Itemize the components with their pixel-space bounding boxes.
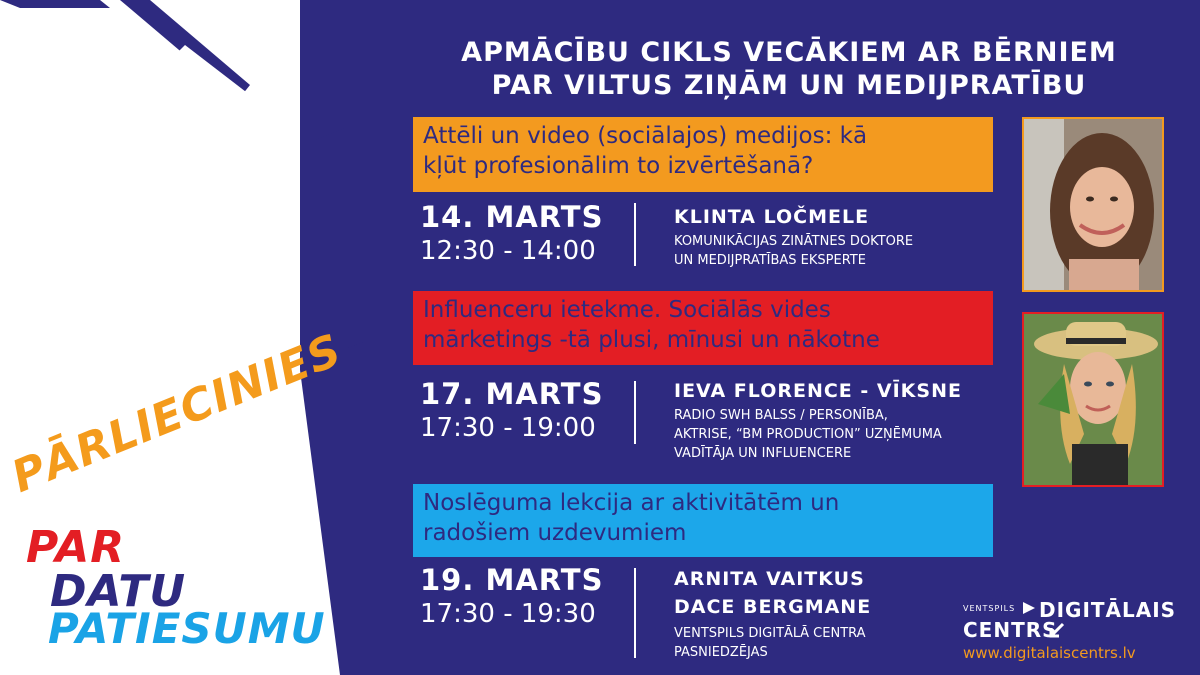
session-1-time: 12:30 - 14:00	[420, 236, 596, 266]
logo-digital-text: DIGITĀLAIS	[1039, 598, 1177, 622]
session-2-desc-line-1: RADIO SWH BALSS / PERSONĪBA,	[674, 408, 888, 423]
portrait-2-illustration	[1024, 314, 1162, 485]
slogan-line-3: DATU	[50, 566, 187, 617]
slogan-line-1: PĀRLIECINIES	[4, 324, 349, 503]
logo-small-text: VENTSPILS	[963, 604, 1016, 613]
digitalais-centrs-logo	[963, 600, 1183, 670]
session-1-speaker-desc	[674, 232, 913, 270]
session-3-topic-line-1: Noslēguma lekcija ar aktivitātēm un	[423, 490, 840, 516]
session-1-desc-line-1: KOMUNIKĀCIJAS ZINĀTNES DOKTORE	[674, 234, 914, 249]
session-3-speaker-2: DACE BERGMANE	[674, 596, 872, 618]
logo-arrow-icon	[1021, 600, 1037, 616]
session-1-speaker: KLINTA LOČMELE	[674, 206, 870, 228]
logo-centrs-text: CENTRS	[963, 618, 1058, 642]
session-3-divider	[634, 568, 636, 658]
logo-corner-arrow-icon	[1049, 622, 1065, 638]
session-3-speaker-desc	[674, 624, 866, 662]
session-1-divider	[634, 203, 636, 266]
session-3-desc-line-1: VENTSPILS DIGITĀLĀ CENTRA	[674, 626, 866, 641]
session-3-topic-line-2: radošiem uzdevumiem	[423, 520, 687, 546]
session-1-topic	[413, 117, 993, 192]
session-2-time: 17:30 - 19:00	[420, 413, 596, 443]
session-1-topic-line-1: Attēli un video (sociālajos) medijos: kā	[423, 123, 868, 149]
session-2-topic-line-2: mārketings -tā plusi, mīnusi un nākotne	[423, 327, 880, 353]
poster-title	[378, 36, 1200, 102]
session-3-time: 17:30 - 19:30	[420, 599, 596, 629]
slogan-line-2: PAR	[26, 522, 126, 573]
session-2-desc-line-2: AKTRISE, “BM PRODUCTION” UZŅĒMUMA	[674, 427, 942, 442]
speaker-photo-ieva	[1022, 312, 1164, 487]
session-3-desc-line-2: PASNIEDZĒJAS	[674, 645, 768, 660]
schedule-panel	[378, 0, 1200, 675]
speaker-photo-klinta	[1022, 117, 1164, 292]
session-2-topic-line-1: Influenceru ietekme. Sociālās vides	[423, 297, 831, 323]
slogan-line-4: PATIESUMU	[48, 604, 326, 653]
website-url[interactable]: www.digitalaiscentrs.lv	[963, 644, 1136, 662]
session-1-date: 14. MARTS	[420, 200, 604, 234]
session-3-date: 19. MARTS	[420, 563, 604, 597]
session-2-date: 17. MARTS	[420, 377, 604, 411]
slogan	[4, 324, 402, 660]
session-3-topic	[413, 484, 993, 557]
session-1-topic-line-2: kļūt profesionālim to izvērtēšanā?	[423, 153, 814, 179]
session-2-speaker: IEVA FLORENCE - VĪKSNE	[674, 380, 962, 402]
session-2-desc-line-3: VADĪTĀJA UN INFLUENCERE	[674, 446, 852, 461]
session-2-topic	[413, 291, 993, 365]
session-2-speaker-desc	[674, 406, 942, 463]
portrait-1-illustration	[1024, 119, 1162, 290]
session-2-divider	[634, 381, 636, 444]
session-3-speaker-1: ARNITA VAITKUS	[674, 568, 865, 590]
session-1-desc-line-2: UN MEDIJPRATĪBAS EKSPERTE	[674, 253, 866, 268]
title-line-1: APMĀCĪBU CIKLS VECĀKIEM AR BĒRNIEM	[461, 37, 1117, 68]
title-line-2: PAR VILTUS ZIŅĀM UN MEDIJPRATĪBU	[491, 70, 1087, 101]
